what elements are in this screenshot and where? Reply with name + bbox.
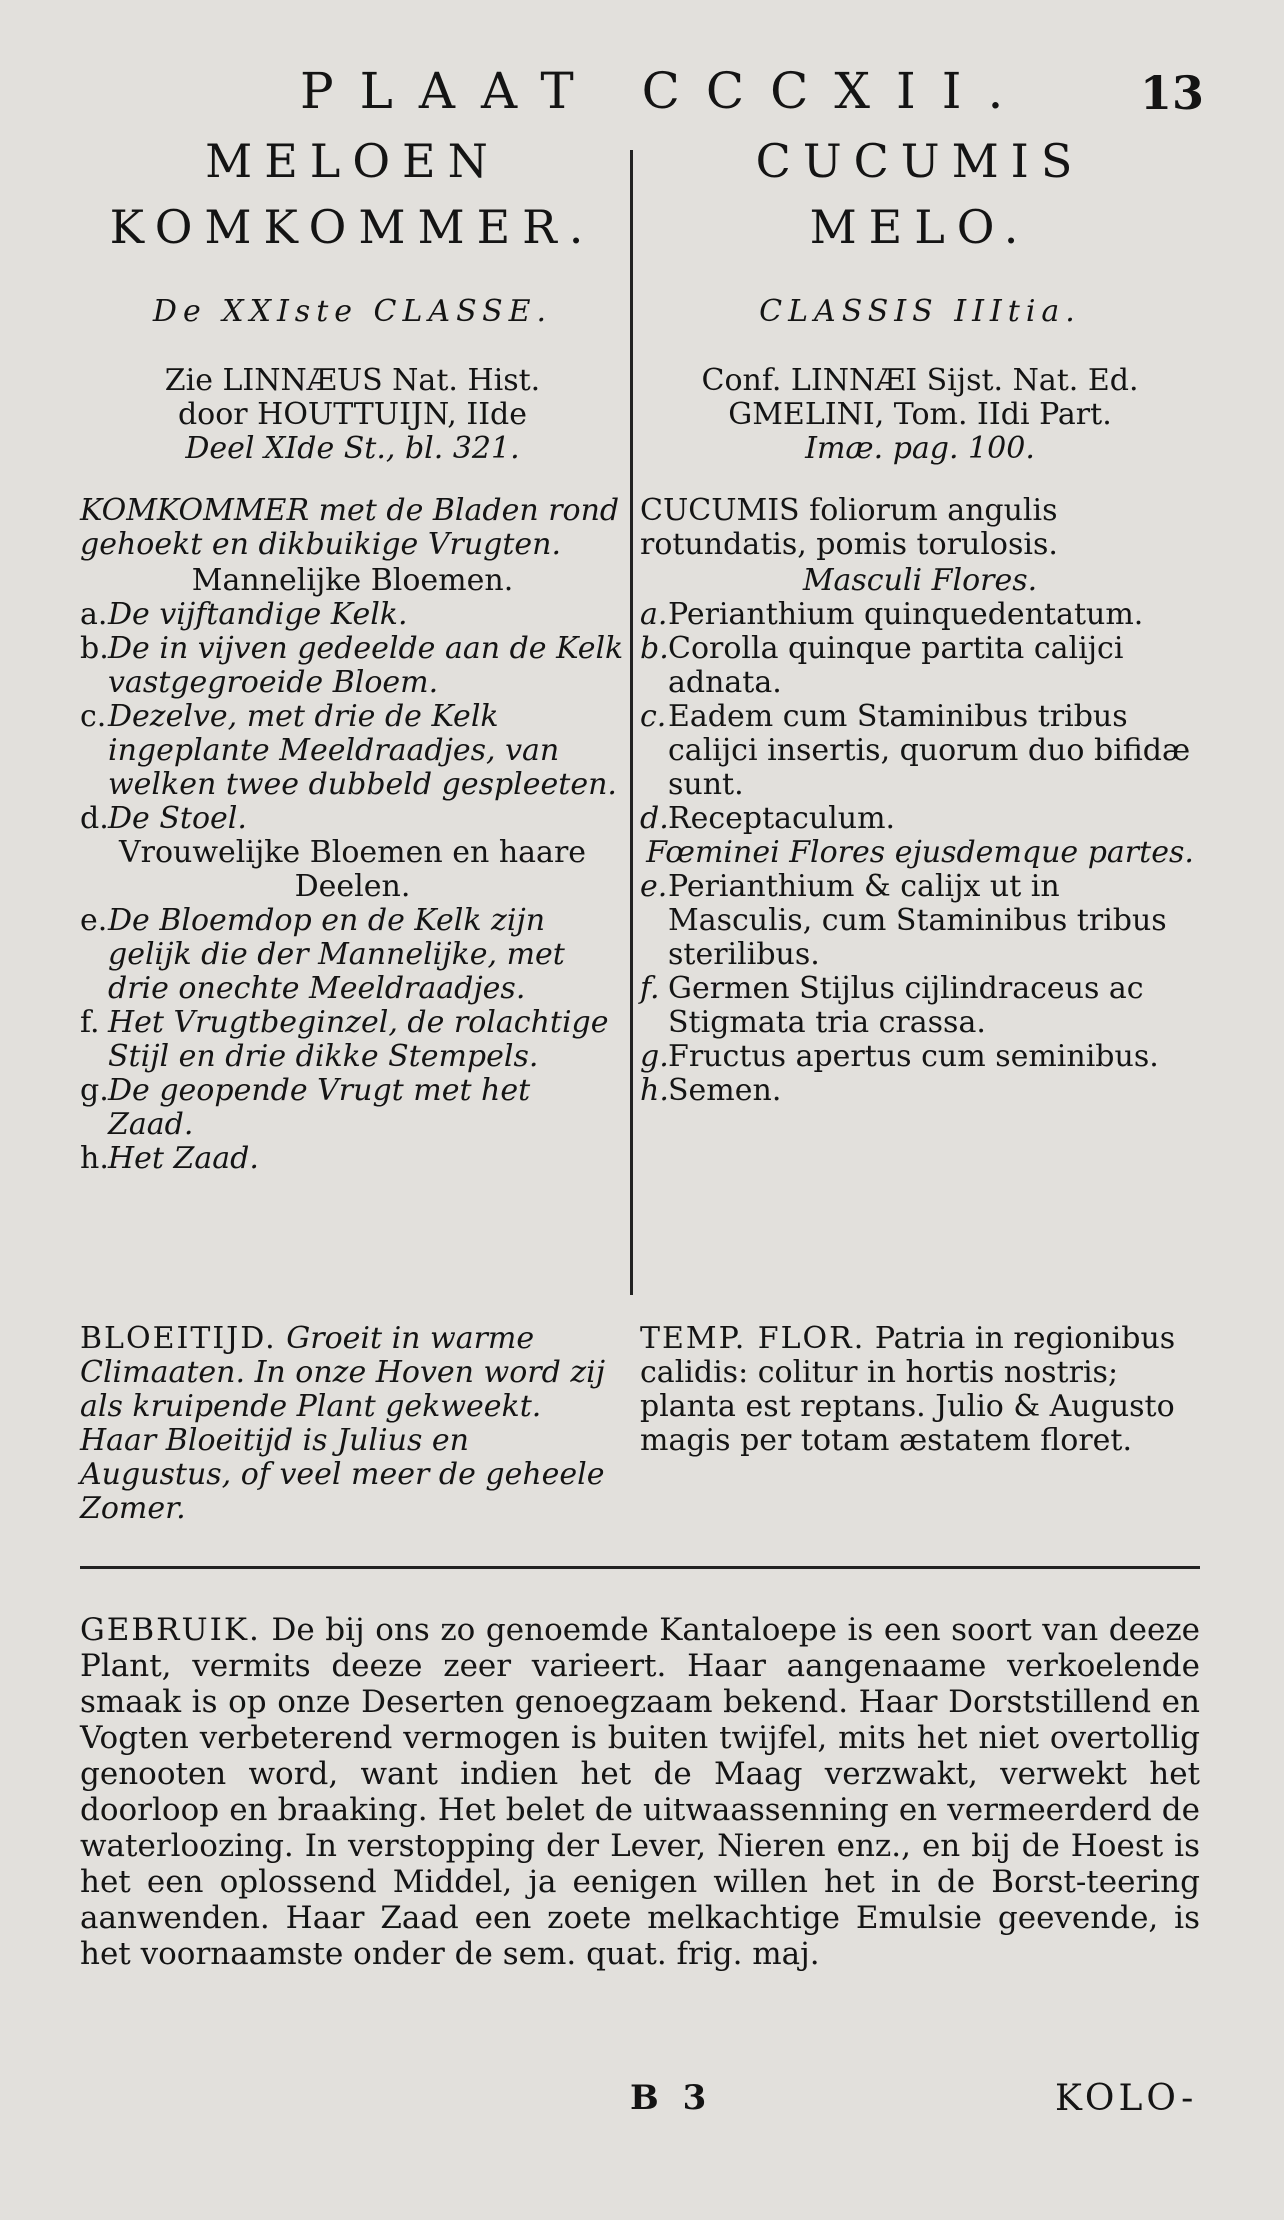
ref-line: GMELINI, Tom. IIdi Part. [728,397,1112,432]
list-item: e. Perianthium & calijx ut in Masculis, cum Staminibus tribus sterilibus. [640,869,1167,972]
dutch-description-block [80,494,625,1176]
list-item: c. Dezelve, met drie de Kelk ingeplante Meeldraadjes, van welken twee dubbeld gespleeten. [80,699,617,802]
latin-title-line2: MELO. [809,200,1031,254]
latin-title-line1: CUCUMIS [755,134,1085,188]
latin-description: CUCUMIS foliorum angulis rotundatis, pomis torulosis. [640,493,1058,562]
list-item: a. Perianthium quinquedentatum. [640,597,1144,632]
usage-label: GEBRUIK. [80,1612,261,1648]
list-item: e. De Bloemdop en de Kelk zijn gelijk die der Mannelijke, met drie onechte Meeldraadjes. [80,903,565,1006]
page-footer [0,2078,1284,2128]
section-divider [80,1566,1200,1569]
list-item: f. Het Vrugtbeginzel, de rolachtige Stijl en drie dikke Stempels. [80,1005,609,1074]
dutch-class: De XXIste CLASSE. [152,294,553,329]
latin-flowering-time [640,1322,1200,1458]
dutch-description: KOMKOMMER met de Bladen rond gehoekt en dikbuikige Vrugten. [80,493,620,562]
list-item: c. Eadem cum Staminibus tribus calijci insertis, quorum duo bifidæ sunt. [640,699,1191,802]
list-item: b. Corolla quinque partita calijci adnata. [640,631,1124,700]
male-heading: Masculi Flores. [802,563,1038,598]
dutch-title-line1: MELOEN [205,134,500,188]
usage-paragraph [80,1612,1200,1972]
list-item: d. De Stoel. [80,801,247,836]
page-number: 13 [1140,66,1205,120]
ref-line: door HOUTTUIJN, IIde [177,397,528,432]
dutch-flowering-time [80,1322,625,1526]
latin-reference [640,364,1200,494]
bloei-label: BLOEITIJD. [80,1321,277,1356]
temp-flor-label: TEMP. FLOR. [640,1321,866,1356]
temp-flor-text: Patria in regionibus calidis: colitur in hortis nostris; planta est reptans. Julio & Augusto magis per totam æstatem floret. [640,1321,1176,1458]
list-item: b. De in vijven gedeelde aan de Kelk vastgegroeide Bloem. [80,631,624,700]
plate-title: PLAAT CCCXII. [300,62,1030,120]
list-item: g. Fructus apertus cum seminibus. [640,1039,1159,1074]
page-header [0,62,1284,122]
latin-column [640,134,1200,1108]
list-item: d. Receptaculum. [640,801,896,836]
column-divider [630,150,633,1295]
catchword: KOLO- [1055,2078,1198,2119]
dutch-column [80,134,625,1176]
list-item: g. De geopende Vrugt met het Zaad. [80,1073,531,1142]
signature-mark: B 3 [630,2078,713,2118]
dutch-reference [80,364,625,494]
list-item: a. De vijftandige Kelk. [80,597,408,632]
latin-description-block [640,494,1200,1108]
list-item: h. Het Zaad. [80,1141,259,1176]
bloei-text: Groeit in warme Climaaten. In onze Hoven word zij als kruipende Plant gekweekt. Haar Bloeitijd is Julius en Augustus, of veel meer de geheele Zomer. [80,1321,606,1526]
ref-line: Zie LINNÆUS Nat. Hist. [164,363,541,398]
female-heading: Fœminei Flores ejusdemque partes. [646,835,1194,870]
male-heading: Mannelijke Bloemen. [191,563,514,598]
list-item: h. Semen. [640,1073,782,1108]
list-item: f. Germen Stijlus cijlindraceus ac Stigmata tria crassa. [640,971,1144,1040]
ref-line: Conf. LINNÆI Sijst. Nat. Ed. [701,363,1139,398]
female-heading: Vrouwelijke Bloemen en haare Deelen. [118,835,587,904]
latin-class: CLASSIS IIItia. [759,294,1081,329]
ref-line: Imæ. pag. 100. [805,431,1035,466]
ref-line: Deel XIde St., bl. 321. [185,431,520,466]
usage-text: De bij ons zo genoemde Kantaloepe is een soort van deeze Plant, vermits deeze zeer varieert. Haar aangenaame verkoelende smaak is op onze Deserten genoegzaam bekend. Haar Dorststillend en Vogten verbeterend vermogen is buiten twijfel, mits het niet overtollig genooten word, want indien het de Maag verzwakt, verwekt het doorloop en braaking. Het belet de uitwaassenning en vermeerderd de waterloozing. In verstopping der Lever, Nieren enz., en bij de Hoest is het een oplossend Middel, ja eenigen willen het in de Borst-teering aanwenden. Haar Zaad een zoete melkachtige Emulsie geevende, is het voornaamste onder de sem. quat. frig. maj. [80,1612,1200,1972]
dutch-title-line2: KOMKOMMER. [109,200,596,254]
